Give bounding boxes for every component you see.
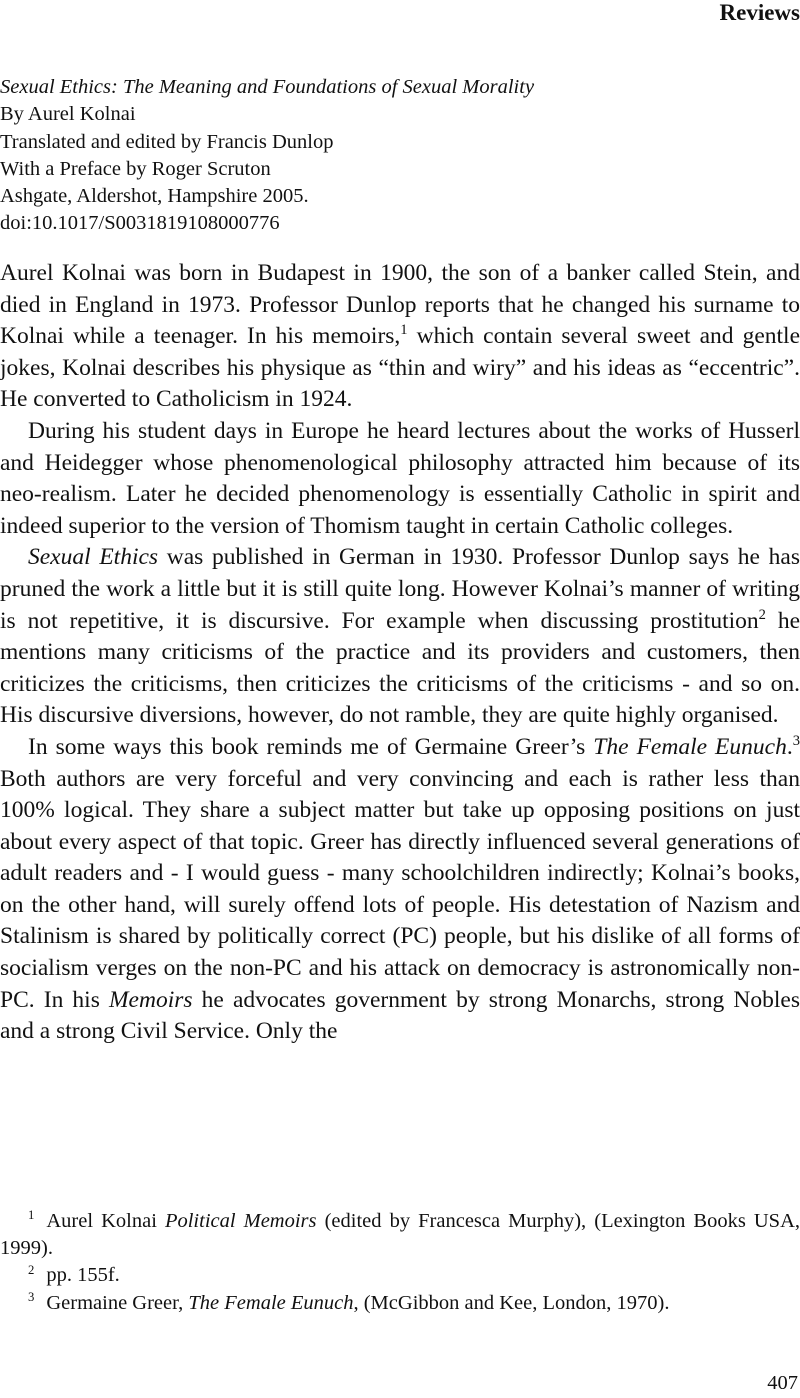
footnote-ref-3: 3 (792, 732, 800, 749)
book-title: Sexual Ethics: The Meaning and Foundations of Sexual Morality (0, 76, 535, 98)
footnote-ref-1: 1 (400, 322, 408, 339)
running-head: Reviews (719, 0, 800, 25)
book-author: By Aurel Kolnai (0, 103, 136, 126)
footnotes (0, 1208, 800, 1317)
footnote-1: $^1$ Aurel Kolnai Political Memoirs (edited by Francesca Murphy), (Lexington Books USA, 1999). (0, 1208, 800, 1260)
paragraph-2: During his student days in Europe he heard lectures about the works of Husserl and Heidegger whose phenomenological philosophy attracted him because of its neo-realism. Later he decided phenomenology is essentially Catholic in spirit and indeed superior to the version of Thomism taught in certain Catholic colleges. (0, 417, 800, 539)
book-translator: Translated and edited by Francis Dunlop (0, 130, 334, 153)
footnote-ref-2: 2 (758, 606, 766, 623)
book-doi: doi:10.1017/S0031819108000776 (0, 212, 280, 235)
footnote-2: $^2$ pp. 155f. (28, 1262, 120, 1287)
book-citation (0, 74, 800, 238)
book-publisher: Ashgate, Aldershot, Hampshire 2005. (0, 185, 309, 208)
book-preface: With a Preface by Roger Scruton (0, 157, 271, 180)
paragraph-1: Aurel Kolnai was born in Budapest in 1900, the son of a banker called Stein, and died in England in 1973. Professor Dunlop reports that he changed his surname to Kolnai while a teenager. In his memoirs,$^1$ which contain several sweet and gentle jokes, Kolnai describes his physique as “thin and wiry” and his ideas as “eccentric”. He converted to Catholicism in 1924. (0, 260, 800, 413)
review-body (0, 258, 800, 1048)
paragraph-4: In some ways this book reminds me of Germaine Greer’s The Female Eunuch.$^3$ Both authors are very forceful and very convincing and each is rather less than 100% logical. They share a subject matter but take up opposing positions on just about every aspect of that topic. Greer has directly influenced several generations of adult readers and - I would guess - many schoolchildren indirectly; Kolnai’s books, on the other hand, will surely offend lots of people. His detestation of Nazism and Stalinism is shared by politically correct (PC) people, but his dislike of all forms of socialism verges on the non-PC and his attack on democracy is astronomically non-PC. In his Memoirs he advocates government by strong Monarchs, strong Nobles and a strong Civil Service. Only the (0, 732, 800, 1045)
page-number: 407 (767, 1372, 798, 1394)
paragraph-3: Sexual Ethics was published in German in 1930. Professor Dunlop says he has pruned the work a little but it is still quite long. However Kolnai’s manner of writing is not repetitive, it is discursive. For example when discussing prostitution$^2$ he mentions many criticisms of the practice and its providers and customers, then criticizes the criticisms, then criticizes the criticisms of the criticisms - and so on. His discursive diversions, however, do not ramble, they are quite highly organised. (0, 544, 800, 729)
footnote-3: $^3$ Germaine Greer, The Female Eunuch, (McGibbon and Kee, London, 1970). (28, 1289, 670, 1314)
